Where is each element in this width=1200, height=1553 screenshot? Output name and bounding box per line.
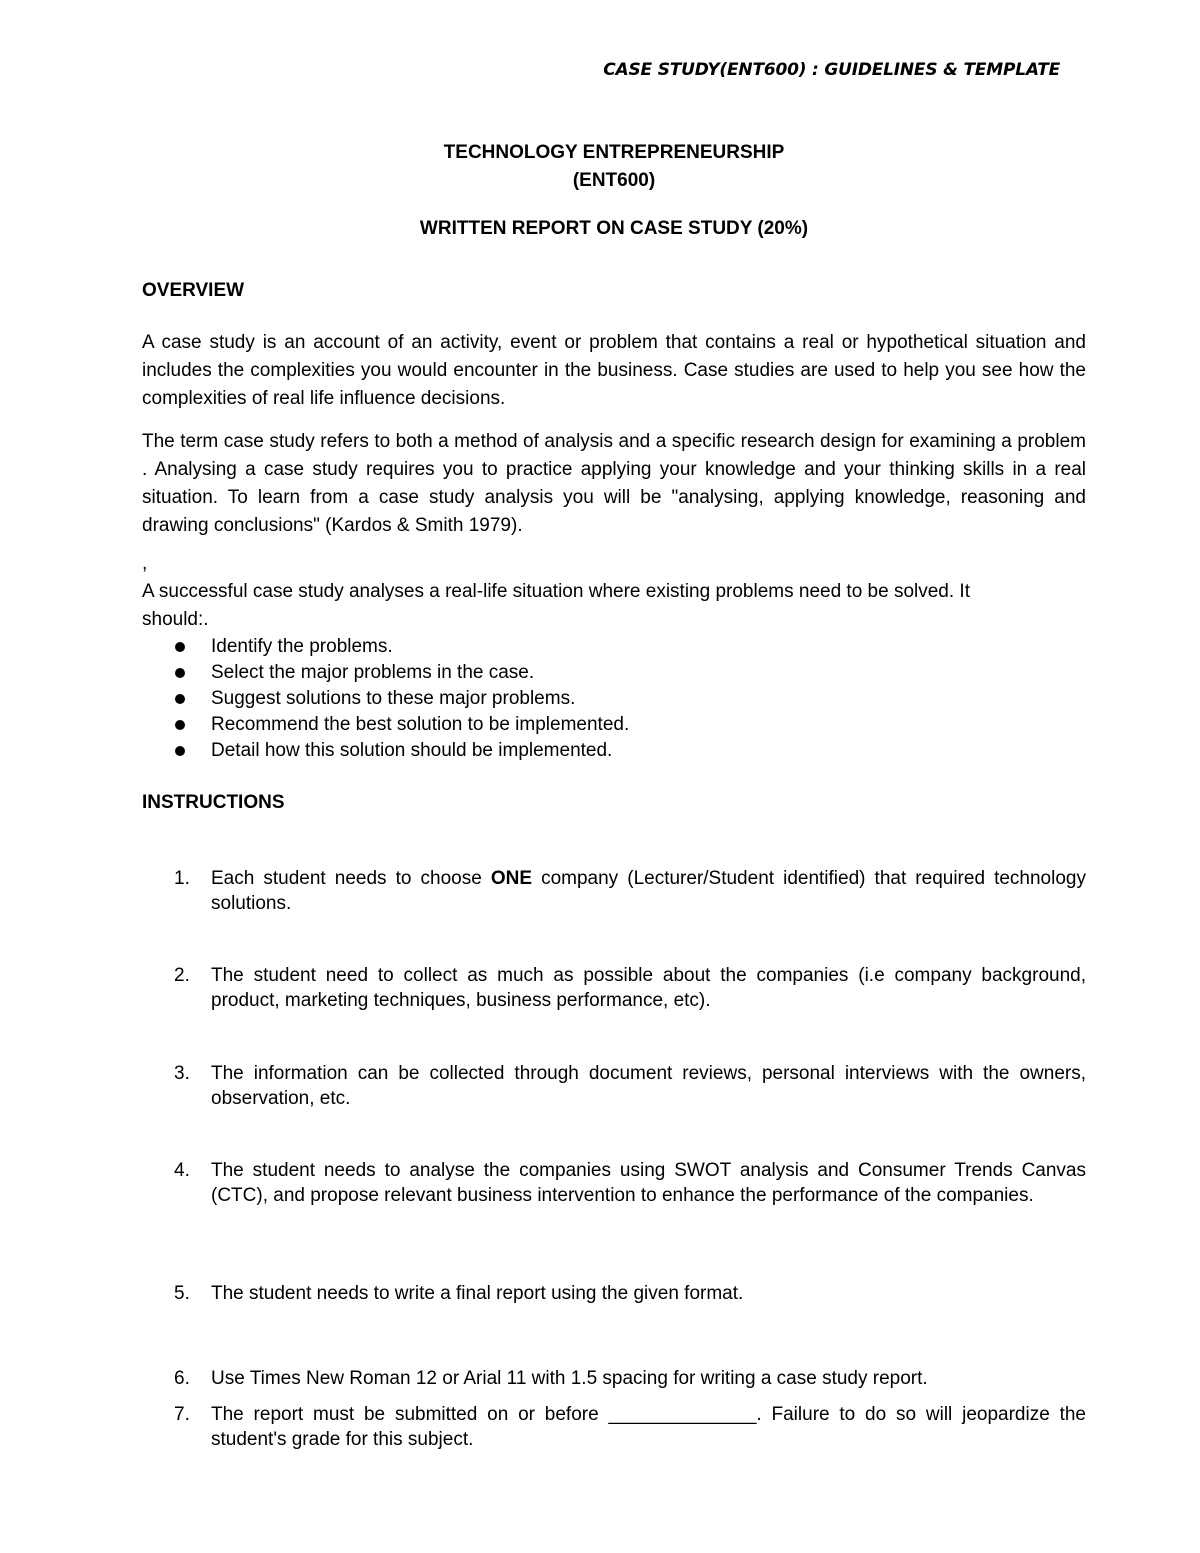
list-item: Identify the problems. bbox=[170, 634, 629, 660]
instruction-item-1: 1. Each student needs to choose ONE company (Lecturer/Student identified) that required technology solutions. bbox=[174, 868, 1086, 914]
bullet-icon bbox=[175, 642, 185, 652]
running-header: CASE STUDY(ENT600) : GUIDELINES & TEMPLATE bbox=[603, 60, 1060, 80]
bullet-icon bbox=[175, 720, 185, 730]
document-title: TECHNOLOGY ENTREPRENEURSHIP bbox=[443, 142, 785, 163]
list-item: Recommend the best solution to be implemented. bbox=[170, 712, 629, 738]
overview-heading: OVERVIEW bbox=[142, 280, 245, 301]
overview-paragraph-3-line-1: A successful case study analyses a real-life situation where existing problems need to be solved. It bbox=[142, 581, 970, 602]
course-code: (ENT600) bbox=[572, 170, 656, 191]
bullet-icon bbox=[175, 668, 185, 678]
emphasis-one: ONE bbox=[490, 868, 533, 889]
overview-paragraph-2: The term case study refers to both a method of analysis and a specific research design for examining a problem . Analysing a case study requires you to practice applying your knowledge and your thinking skills in a real situation. To learn from a case study analysis you will be "analysing, applying knowledge, reasoning and drawing conclusions" (Kardos & Smith 1979). bbox=[142, 431, 1086, 536]
instruction-item-5: 5. The student needs to write a final report using the given format. bbox=[174, 1283, 744, 1304]
list-item: Suggest solutions to these major problems. bbox=[170, 686, 629, 712]
overview-paragraph-1: A case study is an account of an activity, event or problem that contains a real or hypothetical situation and includes the complexities you would encounter in the business. Case studies are used to help you see how the complexities of real life influence decisions. bbox=[142, 332, 1086, 409]
instruction-item-3: 3. The information can be collected through document reviews, personal interviews with the owners, observation, etc. bbox=[174, 1063, 1086, 1109]
instruction-item-2: 2. The student need to collect as much as possible about the companies (i.e company background, product, marketing techniques, business performance, etc). bbox=[174, 965, 1086, 1011]
list-item: Select the major problems in the case. bbox=[170, 660, 629, 686]
bullet-icon bbox=[175, 694, 185, 704]
overview-paragraph-3-line-2: should:. bbox=[142, 609, 209, 630]
case-study-criteria-list bbox=[170, 634, 629, 764]
instruction-item-4: 4. The student needs to analyse the companies using SWOT analysis and Consumer Trends Canvas (CTC), and propose relevant business intervention to enhance the performance of the companies. bbox=[174, 1160, 1086, 1206]
instruction-item-6: 6. Use Times New Roman 12 or Arial 11 with 1.5 spacing for writing a case study report. bbox=[174, 1368, 928, 1389]
report-title: WRITTEN REPORT ON CASE STUDY (20%) bbox=[419, 218, 809, 239]
instructions-heading: INSTRUCTIONS bbox=[142, 792, 285, 813]
stray-mark: , bbox=[142, 553, 148, 574]
bullet-icon bbox=[175, 746, 185, 756]
list-item: Detail how this solution should be implemented. bbox=[170, 738, 629, 764]
instruction-item-7: 7. The report must be submitted on or before ______________. Failure to do so will jeopardize the student's grade for this subject. bbox=[174, 1404, 1086, 1450]
